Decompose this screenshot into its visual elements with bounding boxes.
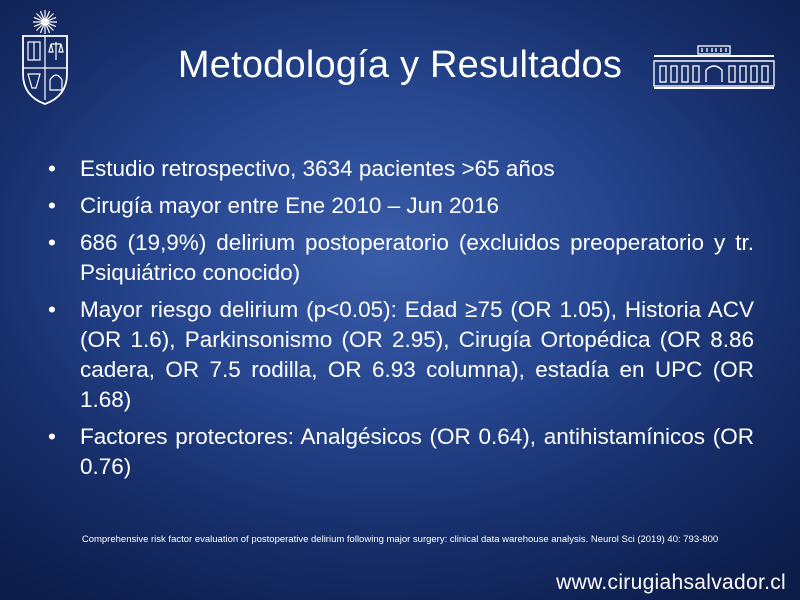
hospital-building-icon	[652, 44, 776, 90]
bullet-text: Cirugía mayor entre Ene 2010 – Jun 2016	[80, 193, 500, 218]
bullet-icon: •	[48, 424, 56, 449]
footer-url: www.cirugiahsalvador.cl	[556, 571, 786, 594]
bullet-icon: •	[48, 193, 56, 218]
bullet-text: Estudio retrospectivo, 3634 pacientes >65 años	[80, 156, 555, 181]
bullet-icon: •	[48, 230, 56, 255]
bullet-text: Factores protectores: Analgésicos (OR 0.64), antihistamínicos (OR 0.76)	[80, 424, 754, 479]
bullet-item-3	[48, 228, 754, 288]
slide-title: Metodología y Resultados	[177, 44, 623, 86]
bullet-item-2	[48, 191, 754, 221]
bullet-list	[48, 154, 754, 489]
bullet-item-1	[48, 154, 754, 184]
bullet-text: 686 (19,9%) delirium postoperatorio (excluidos preoperatorio y tr. Psiquiátrico conocido)	[80, 230, 754, 285]
bullet-item-4	[48, 295, 754, 415]
citation-text: Comprehensive risk factor evaluation of postoperative delirium following major surgery: clinical data warehouse analysis. Neurol Sci (2019) 40: 793-800	[81, 534, 719, 545]
bullet-icon: •	[48, 297, 56, 322]
bullet-item-5	[48, 422, 754, 482]
bullet-text: Mayor riesgo delirium (p<0.05): Edad ≥75 (OR 1.05), Historia ACV (OR 1.6), Parkinsonismo (OR 2.95), Cirugía Ortopédica (OR 8.86 cadera, OR 7.5 rodilla, OR 6.93 columna), estadía en UPC (OR 1.68)	[80, 297, 754, 412]
bullet-icon: •	[48, 156, 56, 181]
